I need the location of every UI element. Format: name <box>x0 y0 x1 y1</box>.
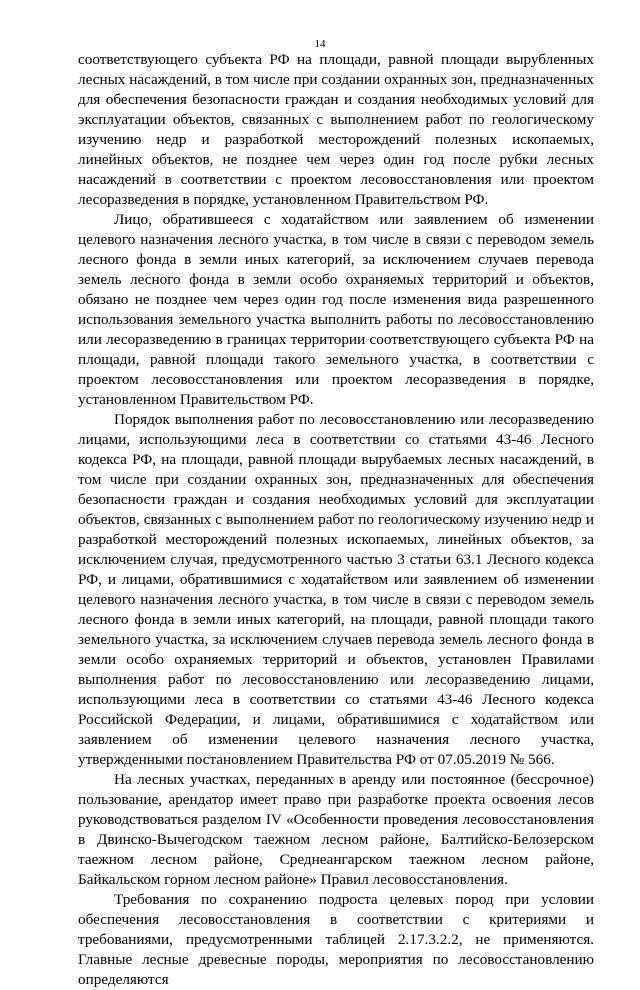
paragraph-4: На лесных участках, переданных в аренду или постоянное (бессрочное) пользование, арендатор имеет право при разработке проекта освоения лесов руководствоваться разделом IV «Особенности проведения лесовосстановления в Двинско-Вычегодском таежном лесном районе, Балтийско-Белозерском таежном лесном районе, Среднеангарском таежном лесном районе, Байкальском горном лесном районе» Правил лесовосстановления. <box>78 771 594 888</box>
paragraph-2: Лицо, обратившееся с ходатайством или заявлением об изменении целевого назначения лесного участка, в том числе в связи с переводом земель лесного фонда в земли иных категорий, за исключением случаев перевода земель лесного фонда в земли особо охраняемых территорий и объектов, обязано не позднее чем через один год после изменения вида разрешенного использования земельного участка выполнить работы по лесовосстановлению или лесоразведению в границах территории соответствующего субъекта РФ на площади, равной площади такого земельного участка, в соответствии с проектом лесовосстановления или проектом лесоразведения в порядке, установленном Правительством РФ. <box>78 211 594 408</box>
paragraph-3: Порядок выполнения работ по лесовосстановлению или лесоразведению лицами, использующими леса в соответствии со статьями 43-46 Лесного кодекса РФ, на площади, равной площади вырубаемых лесных насаждений, в том числе при создании охранных зон, предназначенных для обеспечения безопасности граждан и создания необходимых условий для эксплуатации объектов, связанных с выполнением работ по геологическому изучению недр и разработкой месторождений полезных ископаемых, линейных объектов, за исключением случая, предусмотренного частью 3 статьи 63.1 Лесного кодекса РФ, и лицами, обратившимися с ходатайством или заявлением об изменении целевого назначения лесного участка, в том числе в связи с переводом земель лесного фонда в земли иных категорий, на площади, равной площади такого земельного участка, за исключением случаев перевода земель лесного фонда в земли особо охраняемых территорий и объектов, установлен Правилами выполнения работ по лесовосстановлению или лесоразведению лицами, использующими леса в соответствии со статьями 43-46 Лесного кодекса Российской Федерации, и лицами, обратившимися с ходатайством или заявлением об изменении целевого назначения лесного участка, утвержденными постановлением Правительства РФ от 07.05.2019 № 566. <box>78 411 594 768</box>
paragraph-5: Требования по сохранению подроста целевых пород при условии обеспечения лесовосстановления в соответствии с критериями и требованиями, предусмотренными таблицей 2.17.3.2.2, не применяются. Главные лесные древесные породы, мероприятия по лесовосстановлению определяются <box>78 891 594 988</box>
paragraph-1: соответствующего субъекта РФ на площади, равной площади вырубленных лесных насаждений, в том числе при создании охранных зон, предназначенных для обеспечения безопасности граждан и создания необходимых условий для эксплуатации объектов, связанных с выполнением работ по геологическому изучению недр и разработкой месторождений полезных ископаемых, линейных объектов, не позднее чем через один год после рубки лесных насаждений в соответствии с проектом лесовосстановления или проектом лесоразведения в порядке, установленном Правительством РФ. <box>78 51 594 208</box>
page-number: 14 <box>314 38 326 50</box>
document-body <box>78 50 594 990</box>
